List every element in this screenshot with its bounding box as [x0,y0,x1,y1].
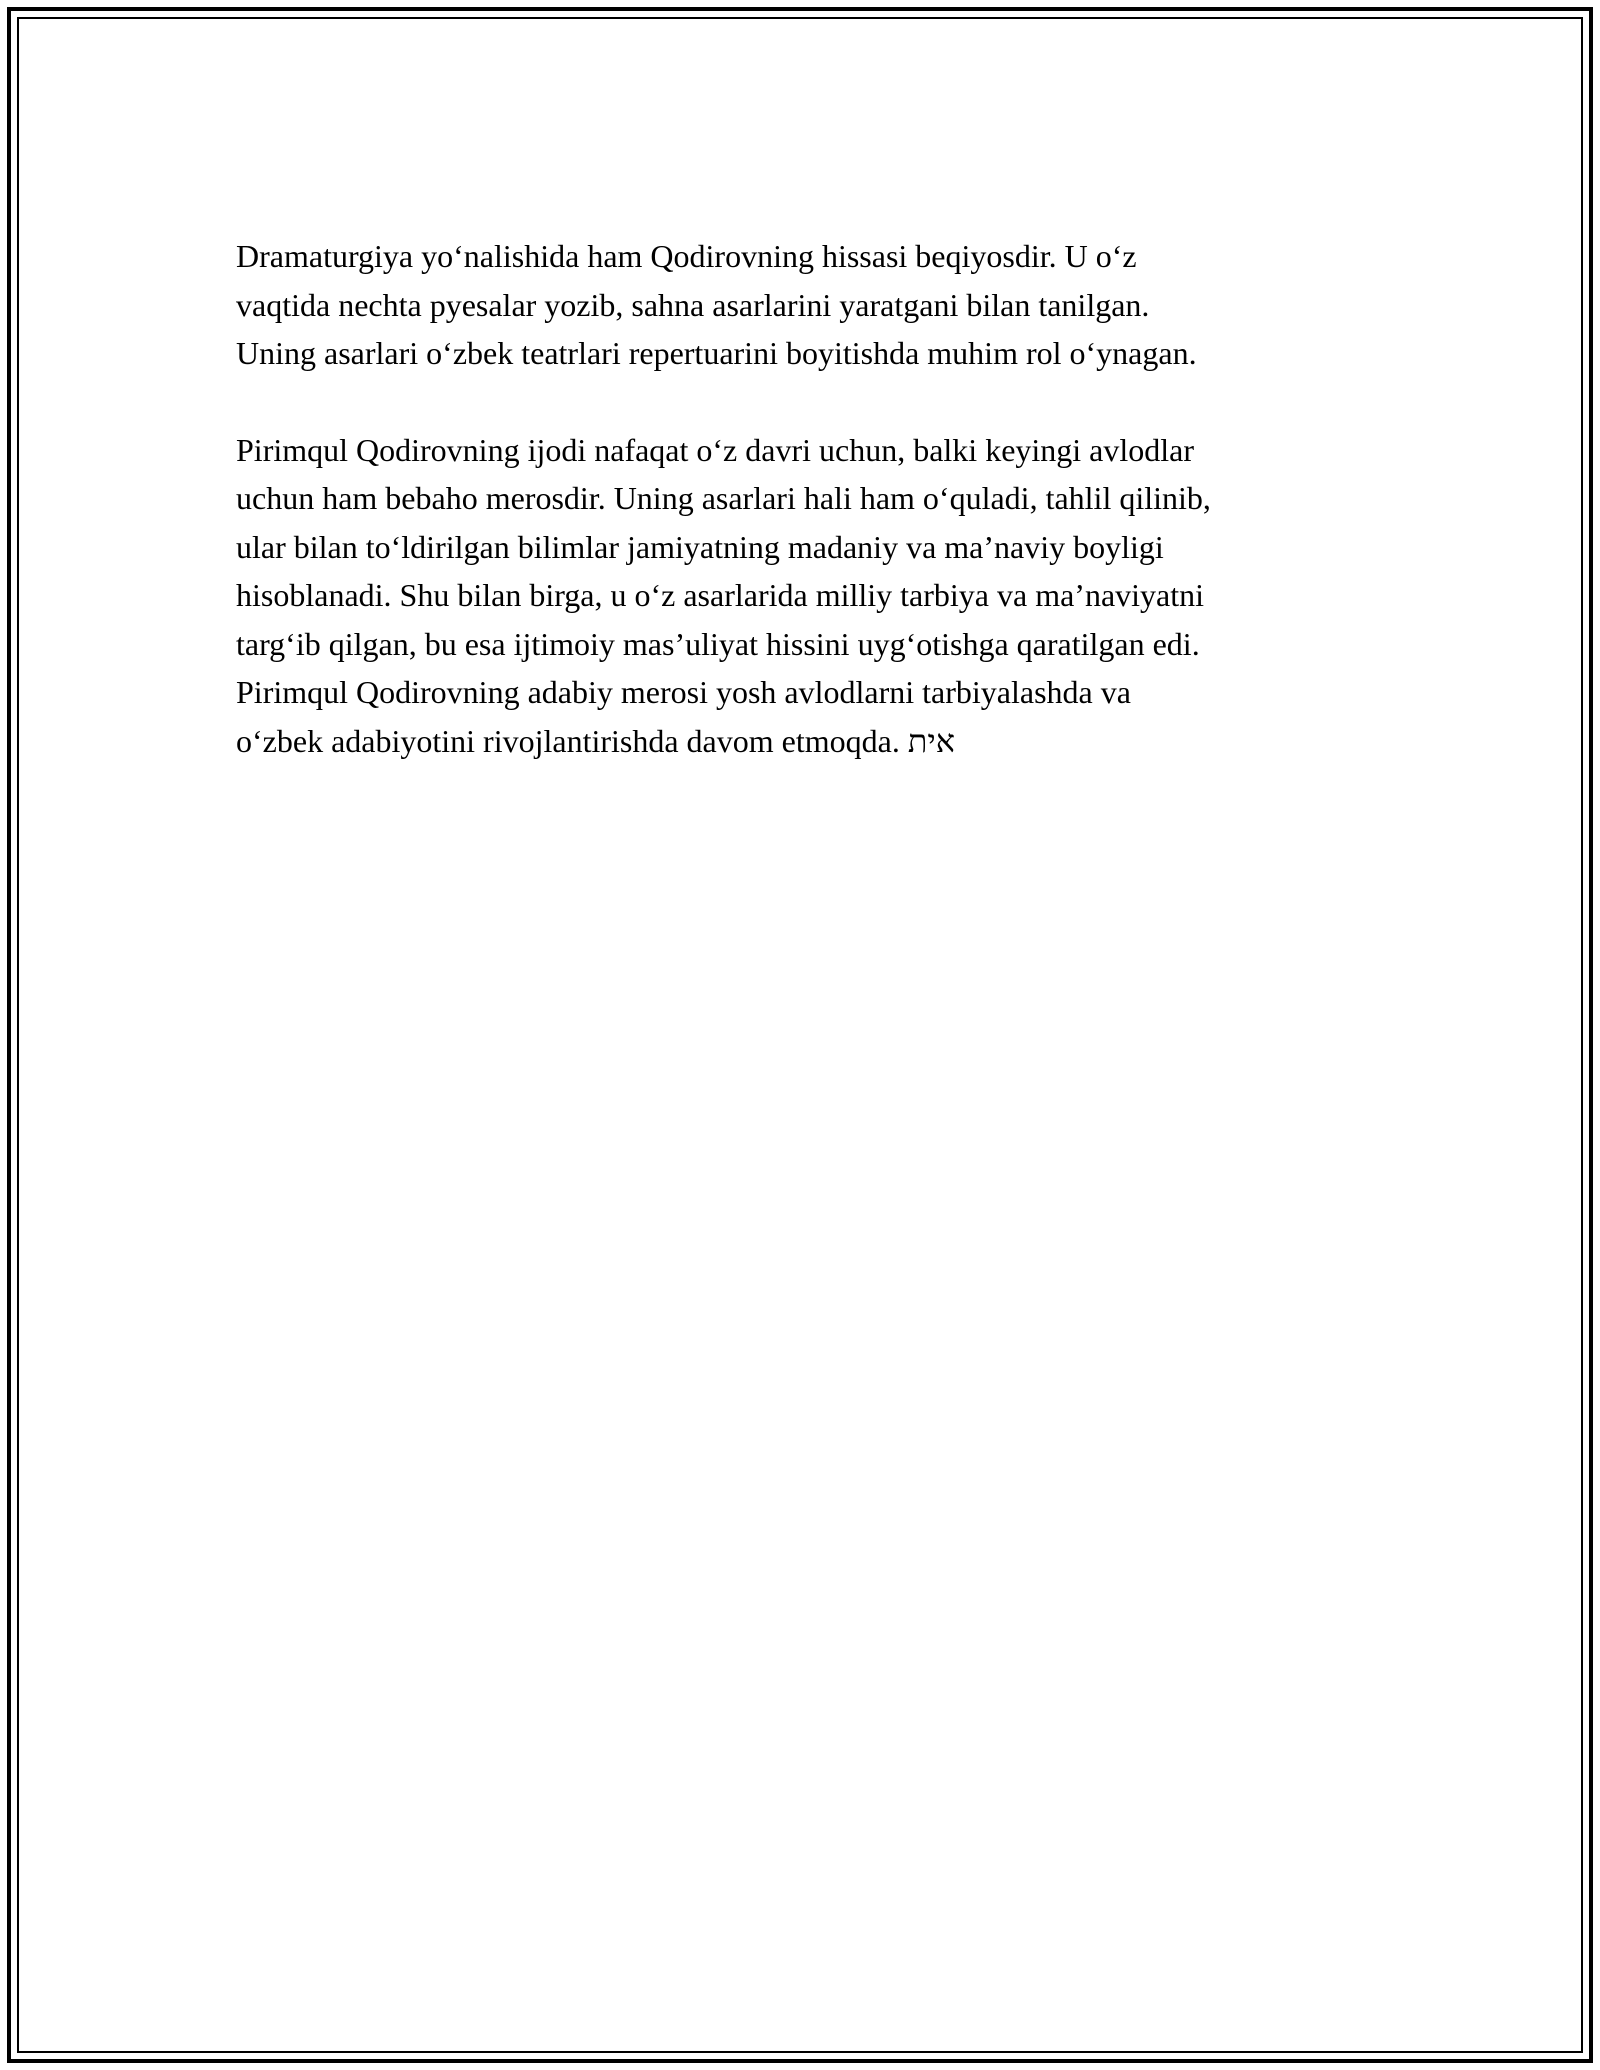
text-line: Uning asarlari o‘zbek teatrlari repertuarini boyitishda muhim rol o‘ynagan. [236,335,1197,371]
text-line: vaqtida nechta pyesalar yozib, sahna asarlarini yaratgani bilan tanilgan. [236,286,1150,323]
paragraph-dramaturgy [236,232,1366,378]
document-body [236,232,1366,813]
text-line: Pirimqul Qodirovning adabiy merosi yosh avlodlarni tarbiyalashda va [236,674,1131,710]
text-line: ular bilan to‘ldirilgan bilimlar jamiyatning madaniy va ma’naviy boyligi [236,528,1164,565]
text-line: Pirimqul Qodirovning ijodi nafaqat o‘z davri uchun, balki keyingi avlodlar [236,431,1195,468]
text-line: Dramaturgiya yo‘nalishida ham Qodirovning hissasi beqiyosdir. U o‘z [236,238,1137,274]
text-line: targ‘ib qilgan, bu esa ijtimoiy mas’uliyat hissini uyg‘otishga qaratilgan edi. [236,625,1200,662]
text-line: hisoblanadi. Shu bilan birga, u o‘z asarlarida milliy tarbiya va ma’naviyatni [236,577,1205,613]
paragraph-legacy [236,426,1366,766]
text-line: o‘zbek adabiyotini rivojlantirishda davom etmoqda. אית [236,722,955,759]
text-line: uchun ham bebaho merosdir. Uning asarlari hali ham o‘quladi, tahlil qilinib, [236,480,1211,516]
